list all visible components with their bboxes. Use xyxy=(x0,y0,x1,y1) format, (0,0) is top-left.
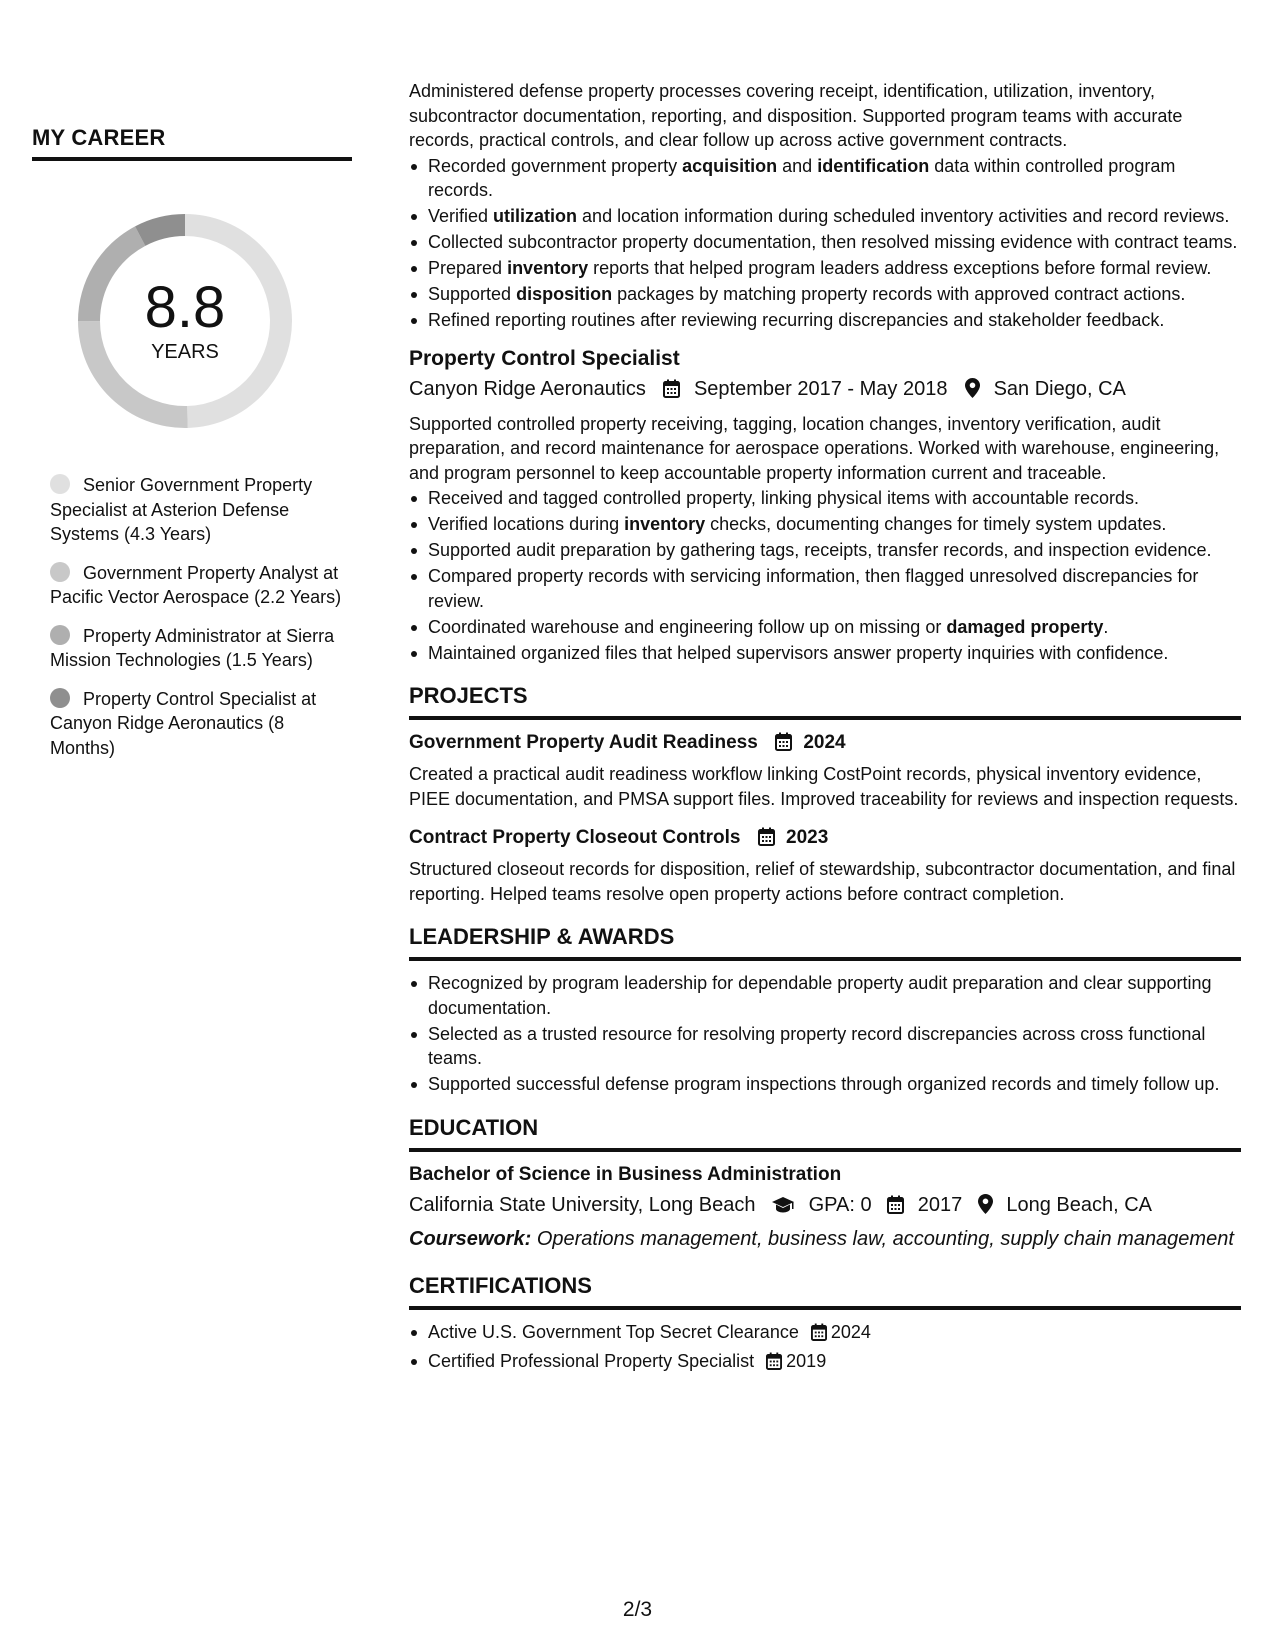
job-meta xyxy=(409,375,1241,406)
project-year: 2024 xyxy=(803,732,846,753)
education-meta xyxy=(409,1191,1241,1222)
certifications-list xyxy=(409,1320,1241,1377)
list-item: Verified locations during inventory checks, documenting changes for timely system updates. xyxy=(409,512,1241,537)
list-item: Verified utilization and location information during scheduled inventory activities and record reviews. xyxy=(409,204,1241,229)
legend-text: Government Property Analyst at Pacific Vector Aerospace (2.2 Years) xyxy=(50,562,342,607)
list-item: Supported successful defense program inspections through organized records and timely follow up. xyxy=(409,1072,1241,1097)
list-item: Recognized by program leadership for dependable property audit preparation and clear supporting documentation. xyxy=(409,971,1241,1020)
calendar-icon xyxy=(887,1194,904,1222)
calendar-icon xyxy=(663,378,680,406)
total-years-unit: YEARS xyxy=(151,340,219,363)
project-item xyxy=(409,730,1241,811)
legend-dot xyxy=(50,474,70,494)
job-dates: September 2017 - May 2018 xyxy=(693,377,948,400)
career-legend xyxy=(32,473,352,760)
legend-item xyxy=(50,561,352,610)
calendar-icon xyxy=(766,1352,782,1377)
calendar-icon xyxy=(811,1323,827,1348)
list-item: Maintained organized files that helped supervisors answer property inquiries with confidence. xyxy=(409,641,1241,666)
school-location: Long Beach, CA xyxy=(1006,1193,1153,1216)
total-years-value: 8.8 xyxy=(144,274,226,340)
project-description: Created a practical audit readiness workflow linking CostPoint records, physical inventory evidence, PIEE documentation, and PMSA support files. Improved traceability for reviews and inspection requests. xyxy=(409,764,1239,809)
job-bullets xyxy=(409,154,1241,333)
list-item: Collected subcontractor property documentation, then resolved missing evidence with contract teams. xyxy=(409,230,1241,255)
calendar-icon xyxy=(775,732,792,759)
career-donut-chart xyxy=(65,201,305,441)
project-title-row xyxy=(409,825,1241,854)
donut-center xyxy=(65,201,305,441)
job-location: San Diego, CA xyxy=(993,377,1126,400)
career-sidebar xyxy=(32,125,352,774)
list-item: Supported audit preparation by gathering tags, receipts, transfer records, and inspection evidence. xyxy=(409,538,1241,563)
job-bullets xyxy=(409,486,1241,665)
graduation-year: 2017 xyxy=(917,1193,963,1216)
certification-item xyxy=(409,1320,1241,1348)
company-name: Canyon Ridge Aeronautics xyxy=(409,377,646,400)
certification-year: 2024 xyxy=(830,1321,871,1342)
coursework xyxy=(409,1225,1241,1253)
legend-dot xyxy=(50,625,70,645)
career-heading: MY CAREER xyxy=(32,125,352,161)
coursework-label: Coursework: xyxy=(409,1227,532,1250)
legend-text: Property Administrator at Sierra Mission Technologies (1.5 Years) xyxy=(50,625,335,670)
page-number: 2/3 xyxy=(622,1598,653,1621)
project-description: Structured closeout records for disposition, relief of stewardship, subcontractor documentation, and final reporting. Helped teams resolve open property actions before contract completion. xyxy=(409,859,1236,904)
job-summary: Supported controlled property receiving, tagging, location changes, inventory verification, audit preparation, and record maintenance for aerospace operations. Worked with warehouse, engineering, and program personnel to keep accountable property information current and traceable. xyxy=(409,413,1220,483)
job-title: Property Control Specialist xyxy=(409,346,680,370)
legend-dot xyxy=(50,688,70,708)
list-item: Compared property records with servicing information, then flagged unresolved discrepancies for review. xyxy=(409,564,1241,613)
legend-item xyxy=(50,624,352,673)
gpa: GPA: 0 xyxy=(808,1193,872,1216)
legend-item xyxy=(50,473,352,547)
calendar-icon xyxy=(758,827,775,854)
location-pin-icon xyxy=(978,1194,993,1222)
certification-name: Active U.S. Government Top Secret Clearance xyxy=(428,1321,799,1342)
projects-heading: PROJECTS xyxy=(409,681,1241,720)
legend-dot xyxy=(50,562,70,582)
coursework-text: Operations management, business law, accounting, supply chain management xyxy=(536,1227,1234,1250)
degree-title: Bachelor of Science in Business Administration xyxy=(409,1163,842,1185)
job-summary: Administered defense property processes covering receipt, identification, utilization, inventory, subcontractor documentation, reporting, and disposition. Supported program teams with accurate records, practical controls, and clear follow up across active government contracts. xyxy=(409,81,1183,150)
project-year: 2023 xyxy=(786,827,829,848)
list-item: Refined reporting routines after reviewing recurring discrepancies and stakeholder feedback. xyxy=(409,308,1241,333)
legend-item xyxy=(50,687,352,761)
list-item: Selected as a trusted resource for resolving property record discrepancies across cross functional teams. xyxy=(409,1022,1241,1071)
project-title: Contract Property Closeout Controls xyxy=(409,827,741,848)
legend-text: Senior Government Property Specialist at Asterion Defense Systems (4.3 Years) xyxy=(50,475,313,544)
list-item: Coordinated warehouse and engineering follow up on missing or damaged property. xyxy=(409,615,1241,640)
project-title-row xyxy=(409,730,1241,759)
leadership-bullets xyxy=(409,971,1241,1097)
list-item: Recorded government property acquisition and identification data within controlled program records. xyxy=(409,154,1241,203)
education-heading: EDUCATION xyxy=(409,1113,1241,1152)
certification-year: 2019 xyxy=(786,1350,827,1371)
certification-name: Certified Professional Property Specialist xyxy=(428,1350,755,1371)
project-item xyxy=(409,825,1241,906)
graduation-cap-icon xyxy=(771,1194,795,1222)
list-item: Received and tagged controlled property, linking physical items with accountable records. xyxy=(409,486,1241,511)
location-pin-icon xyxy=(965,378,980,406)
school-name: California State University, Long Beach xyxy=(409,1193,756,1216)
certification-item xyxy=(409,1349,1241,1377)
leadership-heading: LEADERSHIP & AWARDS xyxy=(409,922,1241,961)
project-title: Government Property Audit Readiness xyxy=(409,732,758,753)
certifications-heading: CERTIFICATIONS xyxy=(409,1271,1241,1310)
list-item: Supported disposition packages by matching property records with approved contract actions. xyxy=(409,282,1241,307)
legend-text: Property Control Specialist at Canyon Ridge Aeronautics (8 Months) xyxy=(50,688,317,758)
list-item: Prepared inventory reports that helped program leaders address exceptions before formal review. xyxy=(409,256,1241,281)
main-column xyxy=(409,79,1241,1378)
